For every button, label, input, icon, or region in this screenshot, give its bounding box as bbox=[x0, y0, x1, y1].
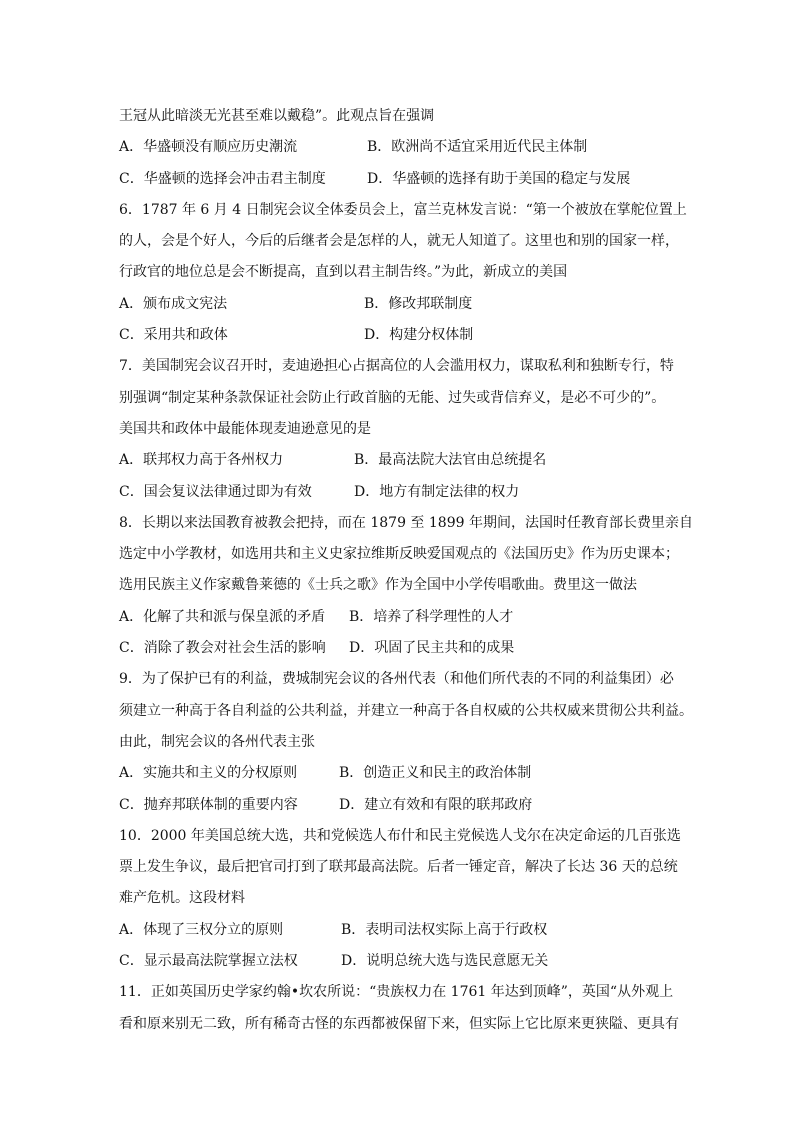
text-line: 6．1787 年 6 月 4 日制宪会议全体委员会上，富兰克林发言说：“第一个被放在掌舵位置上 bbox=[119, 201, 687, 218]
text-line: 7．美国制宪会议召开时，麦迪逊担心占据高位的人会滥用权力，谋取私利和独断专行，特 bbox=[119, 358, 674, 375]
text-line: 行政官的地位总是会不断提高，直到以君主制告终。”为此，新成立的美国 bbox=[119, 264, 568, 281]
answer-option: A．华盛顿没有顺应历史潮流 bbox=[119, 139, 298, 156]
answer-option: D．地方有制定法律的权力 bbox=[354, 483, 520, 500]
text-line: 由此，制宪会议的各州代表主张 bbox=[119, 733, 315, 750]
option-row bbox=[119, 633, 689, 664]
option-row bbox=[119, 320, 689, 351]
option-row bbox=[119, 602, 689, 633]
answer-option: D．华盛顿的选择有助于美国的稳定与发展 bbox=[367, 170, 631, 187]
option-row bbox=[119, 477, 689, 508]
option-row bbox=[119, 289, 689, 320]
text-line: 的人，会是个好人，今后的后继者会是怎样的人，就无人知道了。这里也和别的国家一样， bbox=[119, 233, 679, 250]
text-line: 选定中小学教材，如选用共和主义史家拉维斯反映爱国观点的《法国历史》作为历史课本； bbox=[119, 546, 679, 563]
answer-option: B．创造正义和民主的政治体制 bbox=[339, 765, 532, 782]
answer-option: B．修改邦联制度 bbox=[364, 295, 473, 312]
answer-option: D．说明总统大选与选民意愿无关 bbox=[341, 953, 549, 970]
text-line: 9．为了保护已有的利益，费城制宪会议的各州代表（和他们所代表的不同的利益集团）必 bbox=[119, 671, 674, 688]
option-row bbox=[119, 132, 689, 163]
text-line: 选用民族主义作家戴鲁莱德的《士兵之歌》作为全国中小学传唱歌曲。费里这一做法 bbox=[119, 577, 637, 594]
answer-option: C．抛弃邦联体制的重要内容 bbox=[119, 796, 298, 813]
answer-option: B．培养了科学理性的人才 bbox=[349, 608, 514, 625]
option-row bbox=[119, 758, 689, 789]
answer-option: B．表明司法权实际上高于行政权 bbox=[341, 921, 548, 938]
text-line: 票上发生争议，最后把官司打到了联邦最高法院。后者一锤定音，解决了长达 36 天的总统 bbox=[119, 859, 678, 876]
option-row bbox=[119, 790, 689, 821]
option-row bbox=[119, 915, 689, 946]
answer-option: A．颁布成文宪法 bbox=[119, 295, 228, 312]
answer-option: D．构建分权体制 bbox=[364, 327, 474, 344]
text-line: 美国共和政体中最能体现麦迪逊意见的是 bbox=[119, 420, 371, 437]
text-line: 难产危机。这段材料 bbox=[119, 890, 245, 907]
answer-option: B．最高法院大法官由总统提名 bbox=[354, 452, 547, 469]
answer-option: A．化解了共和派与保皇派的矛盾 bbox=[119, 608, 326, 625]
question-text-body bbox=[119, 101, 693, 1040]
text-line: 王冠从此暗淡无光甚至难以戴稳”。此观点旨在强调 bbox=[119, 108, 435, 124]
text-line: 须建立一种高于各自利益的公共利益，并建立一种高于各自权威的公共权威来贯彻公共利益。 bbox=[119, 702, 693, 719]
text-line: 8．长期以来法国教育被教会把持，而在 1879 至 1899 年期间，法国时任教育部长费里亲自 bbox=[119, 514, 693, 531]
answer-option: A．实施共和主义的分权原则 bbox=[119, 765, 298, 782]
text-line: 11．正如英国历史学家约翰•坎农所说：“贵族权力在 1761 年达到顶峰”，英国“从外观上 bbox=[119, 984, 674, 1001]
answer-option: B．欧洲尚不适宜采用近代民主体制 bbox=[367, 139, 588, 156]
answer-option: C．消除了教会对社会生活的影响 bbox=[119, 640, 326, 657]
option-row bbox=[119, 164, 689, 195]
option-row bbox=[119, 445, 689, 476]
answer-option: A．联邦权力高于各州权力 bbox=[119, 452, 284, 469]
option-row bbox=[119, 946, 689, 977]
text-line: 10．2000 年美国总统大选，共和党候选人布什和民主党候选人戈尔在决定命运的几百张选 bbox=[119, 827, 681, 844]
answer-option: A．体现了三权分立的原则 bbox=[119, 921, 284, 938]
answer-option: D．巩固了民主共和的成果 bbox=[349, 640, 515, 657]
answer-option: C．显示最高法院掌握立法权 bbox=[119, 953, 298, 970]
answer-option: D．建立有效和有限的联邦政府 bbox=[339, 796, 533, 813]
answer-option: C．采用共和政体 bbox=[119, 327, 228, 344]
answer-option: C．国会复议法律通过即为有效 bbox=[119, 483, 312, 500]
text-line: 别强调“制定某种条款保证社会防止行政首脑的无能、过失或背信弃义，是必不可少的”。 bbox=[119, 389, 666, 406]
text-line: 看和原来别无二致，所有稀奇古怪的东西都被保留下来，但实际上它比原来更狭隘、更具有 bbox=[119, 1015, 679, 1032]
answer-option: C．华盛顿的选择会冲击君主制度 bbox=[119, 170, 326, 187]
